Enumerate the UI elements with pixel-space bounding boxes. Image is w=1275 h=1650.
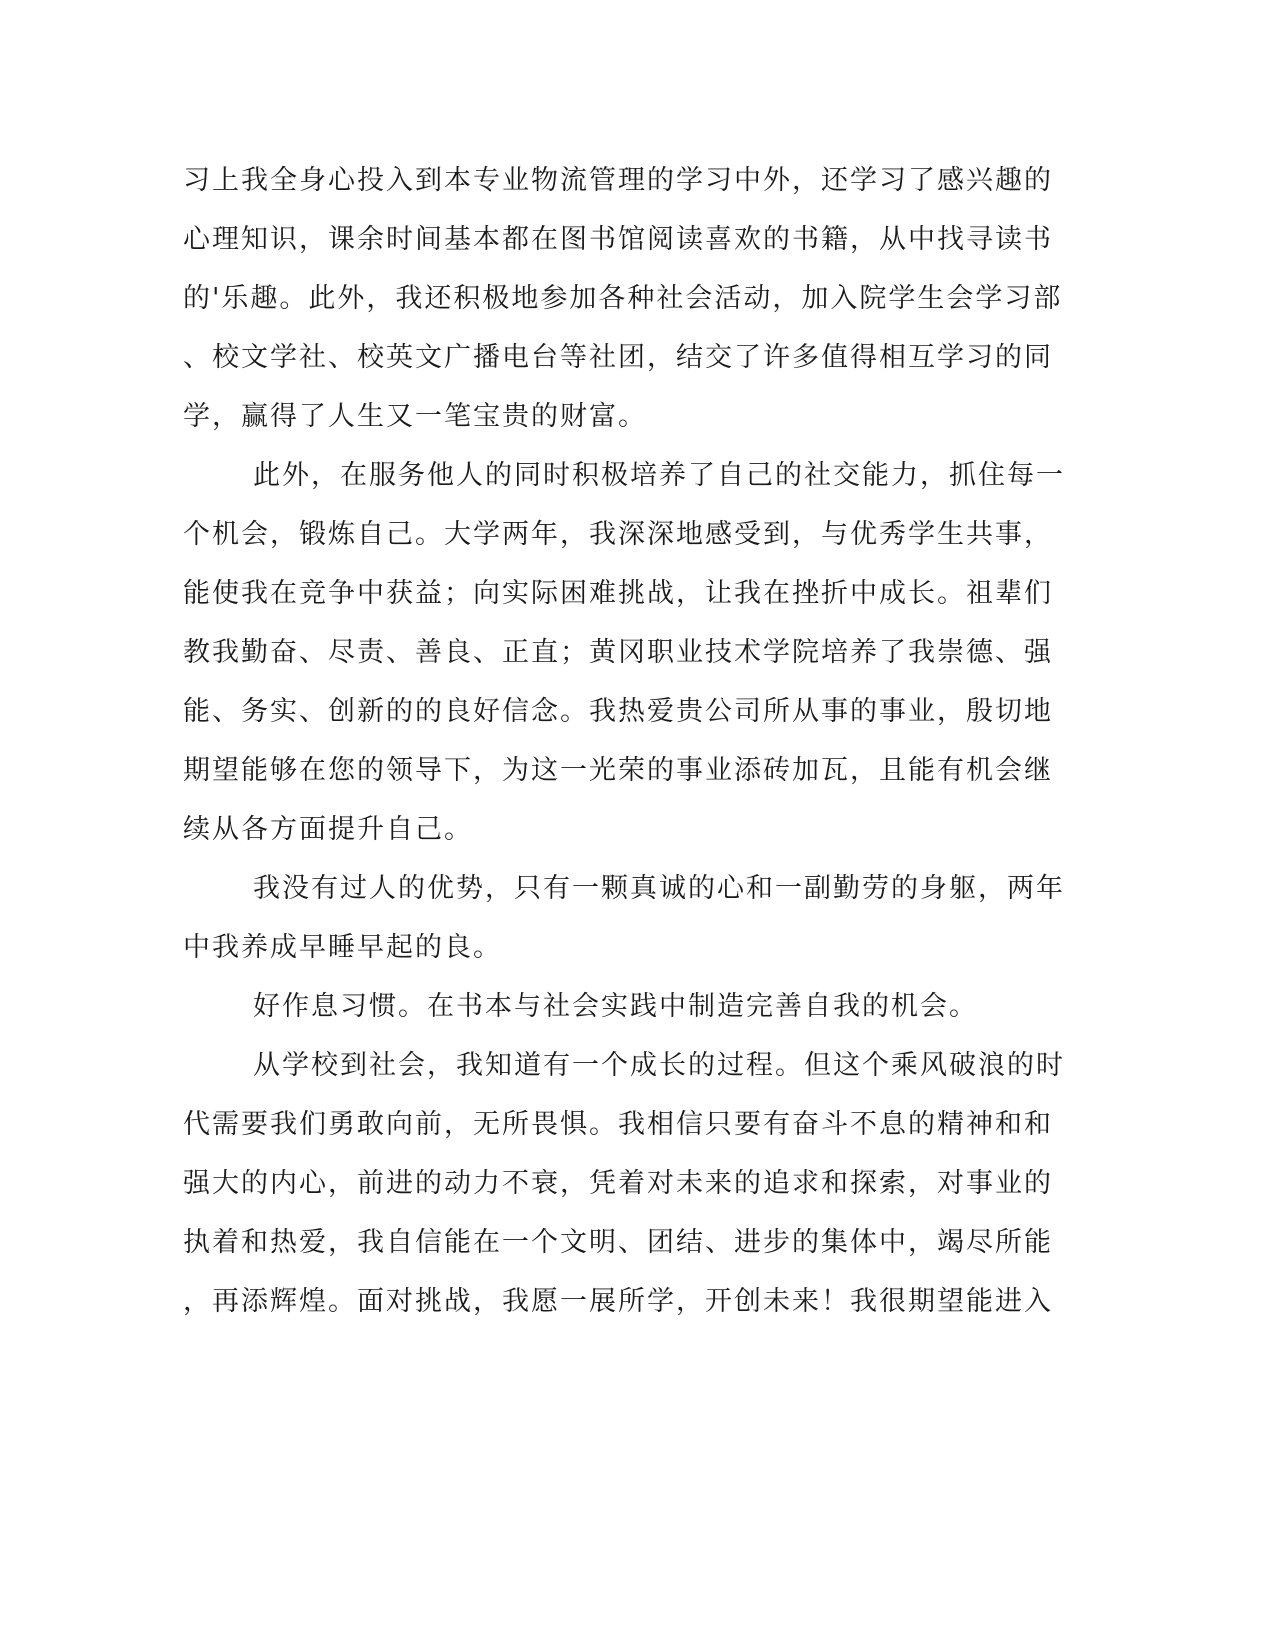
paragraph-first-line: 此外，在服务他人的同时积极培养了自己的社交能力，抓住每一 [253, 460, 1065, 491]
text-line: 能使我在竞争中获益；向实际困难挑战，让我在挫折中成长。祖辈们 [183, 578, 1053, 609]
text-line: 续从各方面提升自己。 [183, 814, 473, 845]
text-line: 强大的内心，前进的动力不衰，凭着对未来的追求和探索，对事业的 [183, 1168, 1053, 1199]
paragraph-first-line: 从学校到社会，我知道有一个成长的过程。但这个乘风破浪的时 [253, 1050, 1065, 1081]
text-line: 期望能够在您的领导下，为这一光荣的事业添砖加瓦，且能有机会继 [183, 755, 1053, 786]
text-line: 心理知识，课余时间基本都在图书馆阅读喜欢的书籍，从中找寻读书 [183, 224, 1053, 255]
text-line: 习上我全身心投入到本专业物流管理的学习中外，还学习了感兴趣的 [183, 165, 1053, 196]
text-line: 代需要我们勇敢向前，无所畏惧。我相信只要有奋斗不息的精神和和 [183, 1109, 1053, 1140]
text-line: 、校文学社、校英文广播电台等社团，结交了许多值得相互学习的同 [183, 342, 1053, 373]
body-text [183, 158, 1065, 1338]
text-line: ，再添辉煌。面对挑战，我愿一展所学，开创未来！我很期望能进入 [183, 1286, 1053, 1317]
text-line: 中我养成早睡早起的良。 [183, 932, 502, 963]
text-line: 能、务实、创新的的良好信念。我热爱贵公司所从事的事业，殷切地 [183, 696, 1053, 727]
text-line: 教我勤奋、尽责、善良、正直；黄冈职业技术学院培养了我崇德、强 [183, 637, 1053, 668]
text-line: 个机会，锻炼自己。大学两年，我深深地感受到，与优秀学生共事， [183, 519, 1053, 550]
paragraph-first-line: 我没有过人的优势，只有一颗真诚的心和一副勤劳的身躯，两年 [253, 873, 1065, 904]
paragraph-first-line: 好作息习惯。在书本与社会实践中制造完善自我的机会。 [253, 991, 978, 1022]
text-line: 执着和热爱，我自信能在一个文明、团结、进步的集体中，竭尽所能 [183, 1227, 1053, 1258]
text-line: 学，赢得了人生又一笔宝贵的财富。 [183, 401, 647, 432]
text-line: 的'乐趣。此外，我还积极地参加各种社会活动，加入院学生会学习部 [183, 283, 1063, 314]
